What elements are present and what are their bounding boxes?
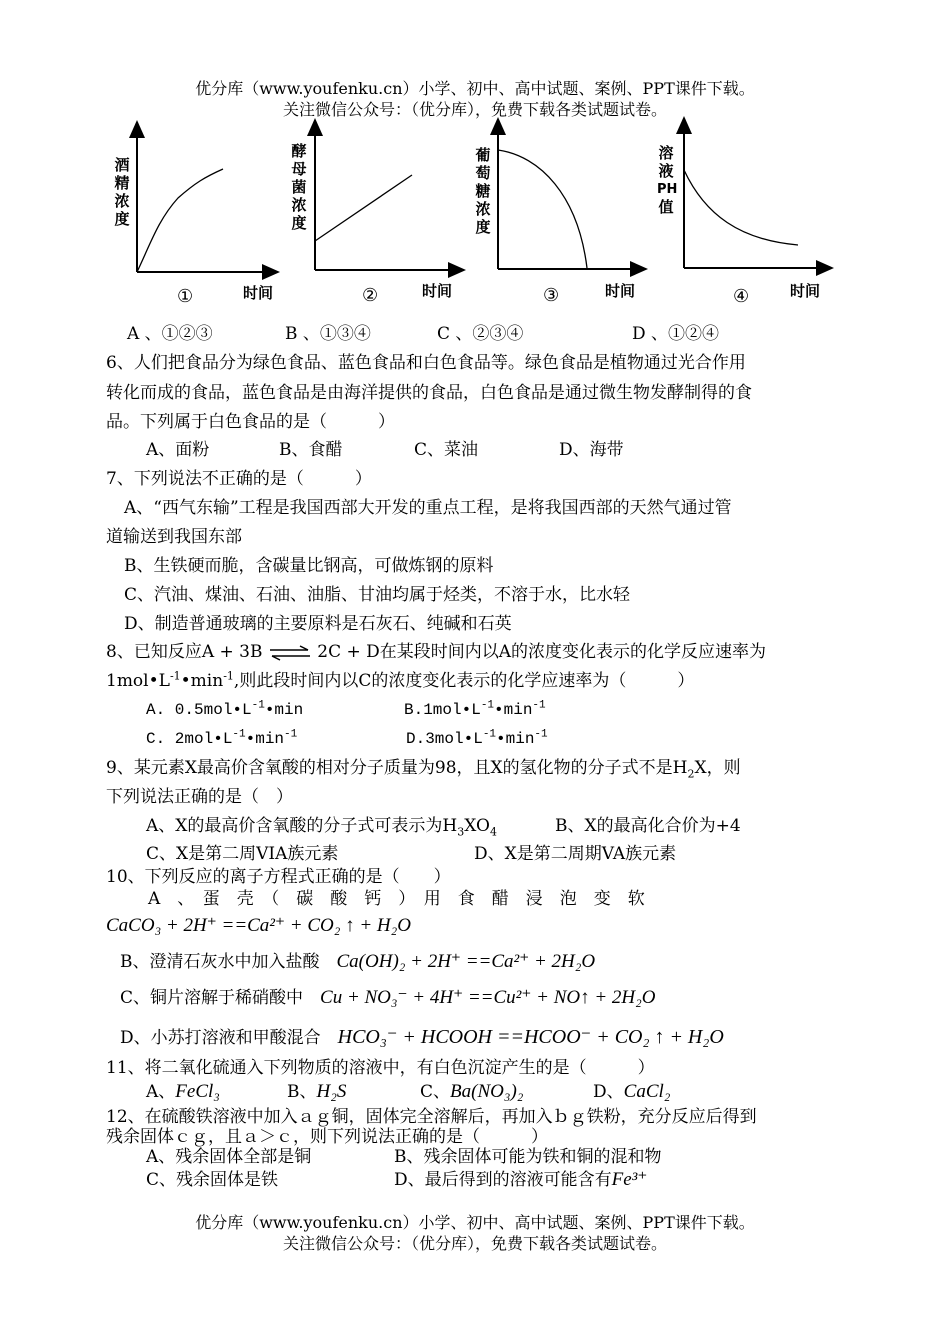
q6-line-1: 6、人们把食品分为绿色食品、蓝色食品和白色食品等。绿色食品是植物通过光合作用 [106, 353, 746, 373]
q8-option-a-text: A. 0.5mol•L [146, 701, 252, 719]
q10-option-c [120, 987, 655, 1009]
q8-option-d-text2: •min [496, 730, 535, 748]
q8-option-c [146, 728, 297, 750]
q5-option-a: A 、①②③ [127, 324, 213, 344]
q8-rate-unit: 1mol•L [106, 671, 170, 691]
q11-option-b-label: B、 [287, 1082, 317, 1102]
q8-exp: -1 [251, 699, 265, 712]
q8-stem-tail: ,则此段时间内以C的浓度变化表示的化学应速率为（ ） [233, 671, 695, 691]
header-line-1: 优分库（www.youfenku.cn）小学、初中、高中试题、案例、PPT课件下载。 [195, 79, 755, 98]
q7-option-d: D、制造普通玻璃的主要原料是石灰石、纯碱和石英 [124, 614, 512, 634]
graph-4-ylabel-char: 溶 [658, 144, 674, 162]
q11-option-b [287, 1081, 346, 1103]
q6-option-c: C、菜油 [414, 440, 479, 460]
q11-option-d [593, 1081, 670, 1103]
q7-option-c: C、汽油、煤油、石油、油脂、甘油均属于烃类，不溶于水，比水轻 [124, 585, 631, 605]
q11-option-a-formula: FeCl₃ [175, 1081, 220, 1102]
q9-option-a [146, 815, 497, 837]
q11-option-c-formula: Ba(NO₃)₂ [450, 1081, 524, 1102]
graph-3-ylabel-char: 葡 [475, 146, 491, 164]
graph-4-ylabel-char: PH [657, 182, 678, 197]
q8-option-b-text: B.1mol•L [404, 701, 481, 719]
q8-exp: -1 [534, 728, 548, 741]
q10-option-b [120, 951, 595, 973]
q9-line-2: 下列说法正确的是（ ） [106, 787, 293, 807]
q8-exp: -1 [232, 728, 246, 741]
q6-line-3: 品。下列属于白色食品的是（ ） [106, 412, 395, 432]
q10-option-d [120, 1026, 724, 1049]
q11-option-d-formula: CaCl₂ [623, 1081, 671, 1102]
q12-option-a: A、残余固体全部是铜 [146, 1147, 312, 1167]
q10-option-d-equation: HCO₃⁻ + HCOOH ==HCOO⁻ + CO₂ ↑ + H₂O [337, 1026, 724, 1048]
graph-4-number: ④ [733, 286, 750, 307]
q6-option-b: B、食醋 [279, 440, 343, 460]
q7-option-a-line-2: 道输送到我国东部 [106, 527, 242, 547]
graph-4-ylabel-char: 液 [658, 162, 674, 180]
graph-2-ylabel-char: 度 [291, 214, 307, 232]
q9-option-d: D、X是第二周期VA族元素 [474, 844, 677, 864]
graph-3-xlabel: 时间 [605, 282, 636, 300]
q8-line-2 [106, 670, 694, 692]
graph-1-number: ① [177, 286, 194, 307]
graph-3-ylabel-char: 糖 [475, 182, 491, 200]
q9-line-1-a: 9、某元素X最高价含氧酸的相对分子质量为98，且X的氢化物的分子式不是H [106, 758, 688, 778]
q8-exp: -1 [284, 728, 298, 741]
q6-option-d: D、海带 [559, 440, 624, 460]
q6-line-2: 转化而成的食品，蓝色食品是由海洋提供的食品，白色食品是通过微生物发酵制得的食 [106, 383, 752, 403]
q12-option-d [394, 1169, 647, 1191]
q9-sub: 4 [489, 825, 497, 839]
graph-2-xlabel: 时间 [422, 282, 453, 300]
q12-option-d-formula: Fe³⁺ [611, 1169, 648, 1190]
q9-sub: 2 [687, 767, 695, 781]
graph-2-curve [315, 175, 412, 241]
q5-option-c: C 、②③④ [437, 324, 524, 344]
q10-option-b-text: B、澄清石灰水中加入盐酸 [120, 952, 320, 972]
q8-line-1 [106, 641, 766, 663]
q11-option-c-label: C、 [420, 1082, 451, 1102]
q12-line-2: 残余固体ｃｇ，且ａ＞ｃ，则下列说法正确的是（ ） [106, 1127, 548, 1147]
graph-2-ylabel-char: 菌 [291, 178, 307, 196]
footer-line-2: 关注微信公众号：（优分库），免费下载各类试题试卷。 [282, 1234, 667, 1253]
q10-option-b-equation: Ca(OH)₂ + 2H⁺ ==Ca²⁺ + 2H₂O [336, 951, 596, 972]
q5-option-d: D 、①②④ [632, 324, 720, 344]
q8-option-d [406, 728, 548, 750]
q12-option-d-text: D、最后得到的溶液可能含有 [394, 1170, 612, 1190]
q9-line-1 [106, 757, 741, 779]
q11-option-a [146, 1081, 220, 1103]
q8-stem-post: 2C + D在某段时间内以A的浓度变化表示的化学反应速率为 [311, 642, 767, 662]
graph-4-curve [684, 170, 798, 245]
graph-1-ylabel-char: 浓 [114, 192, 130, 210]
header-line-2: 关注微信公众号：（优分库），免费下载各类试题试卷。 [282, 100, 667, 119]
q11-option-d-label: D、 [593, 1082, 624, 1102]
graph-2-ylabel-char: 酵 [291, 142, 307, 160]
graph-1-ylabel-char: 度 [114, 210, 130, 228]
graph-3-number: ③ [543, 285, 560, 306]
q10-option-a-text: A 、 蛋 壳 （ 碳 酸 钙 ） 用 食 醋 浸 泡 变 软 [148, 889, 645, 909]
graph-3-ylabel-char: 度 [475, 218, 491, 236]
q10-option-c-text: C、铜片溶解于稀硝酸中 [120, 988, 304, 1008]
graph-4-xlabel: 时间 [790, 282, 821, 300]
q9-line-1-c: X，则 [694, 758, 741, 778]
q8-exp: -1 [169, 669, 181, 683]
graph-4-ylabel-char: 值 [658, 198, 674, 216]
q5-option-b: B 、①③④ [285, 324, 371, 344]
q8-option-a-text2: •min [264, 701, 304, 719]
graph-3-curve [498, 150, 587, 268]
q8-exp: -1 [480, 699, 495, 712]
q8-option-c-text: C. 2mol•L [146, 730, 233, 748]
q8-exp: -1 [482, 728, 497, 741]
graph-2-number: ② [362, 285, 379, 306]
q10-option-a-equation: CaCO₃ + 2H⁺ ==Ca²⁺ + CO₂ ↑ + H₂O [106, 915, 411, 936]
footer-line-1: 优分库（www.youfenku.cn）小学、初中、高中试题、案例、PPT课件下载。 [195, 1213, 755, 1232]
q9-sub: 3 [457, 825, 465, 839]
q6-option-a: A、面粉 [146, 440, 210, 460]
q7-option-b: B、生铁硬而脆，含碳量比钢高，可做炼钢的原料 [124, 556, 494, 576]
q12-line-1: 12、在硫酸铁溶液中加入ａｇ铜，固体完全溶解后，再加入ｂｇ铁粉，充分反应后得到 [106, 1107, 757, 1127]
q12-option-b: B、残余固体可能为铁和铜的混和物 [394, 1147, 662, 1167]
q11-option-a-label: A、 [146, 1082, 176, 1102]
q9-option-a-text: A、X的最高价含氧酸的分子式可表示为H [146, 816, 458, 836]
q7-option-a-line-1: A、“西气东输”工程是我国西部大开发的重点工程，是将我国西部的天然气通过管 [124, 498, 732, 518]
q8-option-b [404, 699, 546, 721]
q8-option-d-text: D.3mol•L [406, 730, 483, 748]
q8-option-b-text2: •min [494, 701, 533, 719]
q8-rate-unit-min: •min [180, 671, 224, 691]
graph-1-ylabel-char: 精 [114, 174, 130, 192]
q11-stem: 11、将二氧化硫通入下列物质的溶液中，有白色沉淀产生的是（ ） [106, 1058, 655, 1078]
q11-option-b-formula: H₂S [316, 1081, 347, 1102]
q8-stem-pre: 8、已知反应A + 3B [106, 642, 268, 662]
q9-option-c: C、X是第二周VIA族元素 [146, 844, 339, 864]
q8-exp: -1 [223, 669, 234, 683]
q10-stem: 10、下列反应的离子方程式正确的是（ ） [106, 867, 451, 887]
q8-exp: -1 [532, 699, 546, 712]
graph-1-curve [137, 169, 223, 272]
graph-3-ylabel-char: 萄 [475, 164, 491, 182]
q11-option-c [420, 1081, 523, 1103]
q10-option-d-text: D、小苏打溶液和甲酸混合 [120, 1028, 321, 1048]
reversible-arrow-icon [268, 645, 312, 661]
q10-option-c-equation: Cu + NO₃⁻ + 4H⁺ ==Cu²⁺ + NO↑ + 2H₂O [320, 987, 656, 1008]
q8-option-c-text2: •min [245, 730, 285, 748]
graph-2-ylabel-char: 母 [291, 160, 307, 178]
q12-option-c: C、残余固体是铁 [146, 1170, 279, 1190]
graph-1-xlabel: 时间 [243, 284, 274, 302]
q9-option-a-xo: XO [464, 816, 490, 836]
graph-1-ylabel-char: 酒 [114, 156, 130, 174]
q9-option-b: B、X的最高化合价为+4 [555, 816, 741, 836]
q8-option-a [146, 699, 303, 721]
q7-stem: 7、下列说法不正确的是（ ） [106, 469, 372, 489]
graph-2-ylabel-char: 浓 [291, 196, 307, 214]
graph-3-ylabel-char: 浓 [475, 200, 491, 218]
